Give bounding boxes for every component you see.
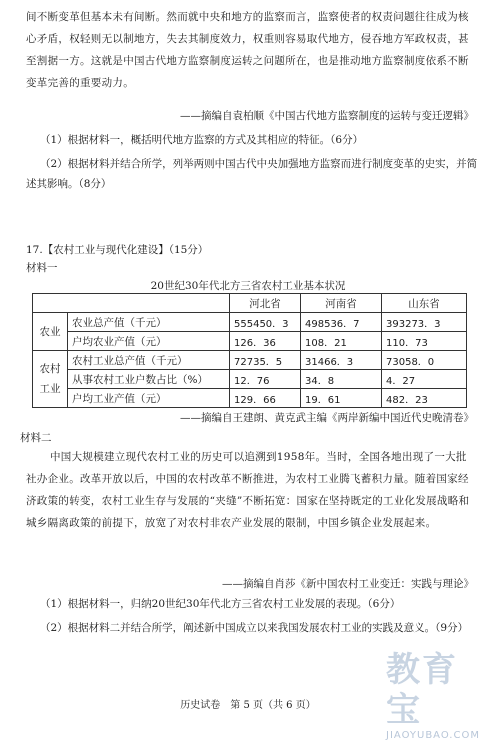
cell-value: 19．61 [301,389,382,408]
question-16-2: （2）根据材料并结合所学，列举两则中国古代中央加强地方监察而进行制度变革的史实，并简述其影响。（8分） [26,158,478,190]
cell-value: 482．23 [382,389,467,408]
cell-value: 498536．7 [301,313,382,332]
header-henan: 河南省 [301,294,382,313]
source-citation-3: ——摘编自肖莎《新中国农村工业变迁：实践与理论》 [222,578,474,590]
table-row [33,389,467,408]
table-caption: 20世纪30年代北方三省农村工业基本状况 [150,280,346,292]
header-shandong: 山东省 [382,294,467,313]
question-16-1-text: （1）根据材料一，概括明代地方监察的方式及其相应的特征。（6分） [40,134,364,146]
table-row [33,313,467,332]
cell-value: 555450．3 [230,313,301,332]
source-citation-2: ——摘编自王建朗、黄克武主编《两岸新编中国近代史晚清卷》 [180,412,474,424]
cell-value: 31466．3 [301,351,382,370]
watermark-cn: 教育宝 [386,650,458,730]
material-1-label: 材料一 [26,262,58,274]
material-2-paragraph: 中国大规模建立现代农村工业的历史可以追溯到1958年。当时，全国各地出现了一大批社办企业。改革开放以后，中国的农村改革不断推进，为农村工业腾飞蓄积力量。随着国家经济政策的转变，农村工业生存与发展的“夹缝”不断拓宽：国家在坚持既定的工业化发展战略和城乡隔离政策的前提下，放宽了对农村非农产业发展的限制，中国乡镇企业发展起来。 [26,451,470,529]
cell-value: 72735．5 [230,351,301,370]
question-17-title: 17.【农村工业与现代化建设】（15分） [26,244,209,256]
group-label-rural-industry: 农村工业 [33,351,68,408]
table-row [33,332,467,351]
cell-value: 12．76 [230,370,301,389]
row-label: 户均农业产值（元） [68,332,230,351]
question-17-1-text: （1）根据材料一，归纳20世纪30年代北方三省农村工业发展的表现。（6分） [40,598,401,610]
group-label-agriculture: 农业 [33,313,68,351]
material-2-label: 材料二 [20,432,52,444]
row-label: 从事农村工业户数占比（%） [68,370,230,389]
header-hebei: 河北省 [230,294,301,313]
cell-value: 129．66 [230,389,301,408]
cell-value: 108．21 [301,332,382,351]
cell-value: 126．36 [230,332,301,351]
question-16-1 [26,130,478,150]
cell-value: 4．27 [382,370,467,389]
cell-value: 110．73 [382,332,467,351]
cell-value: 73058．0 [382,351,467,370]
page-footer: 历史试卷 第 5 页（共 6 页） [180,700,316,711]
source-citation-1: ——摘编自袁柏顺《中国古代地方监察制度的运转与变迁逻辑》 [180,110,474,122]
row-label: 农业总产值（千元） [68,313,230,332]
cell-value: 34．8 [301,370,382,389]
question-17-1 [26,594,478,614]
table-row [33,370,467,389]
watermark-en: JIAOYUBAO.COM [386,730,480,741]
row-label: 户均工业产值（元） [68,389,230,408]
question-17-2: （2）根据材料二并结合所学，阐述新中国成立以来我国发展农村工业的实践及意义。（9分） [40,622,469,634]
table-row [33,351,467,370]
row-label: 农村工业总产值（千元） [68,351,230,370]
intro-paragraph: 间不断变革但基本未有间断。然而就中央和地方的监察而言，监察使者的权责问题往往成为核心矛盾，权轻则无以制地方，失去其制度效力，权重则容易取代地方，侵吞地方军政权责，甚至割据一方。这就是中国古代地方监察制度运转之问题所在，也是推动地方监察制度依系不断变革完善的重要动力。 [26,11,469,89]
rural-industry-table [32,293,467,408]
table-corner-cell [33,294,230,313]
cell-value: 393273．3 [382,313,467,332]
table-header-row [33,294,467,313]
